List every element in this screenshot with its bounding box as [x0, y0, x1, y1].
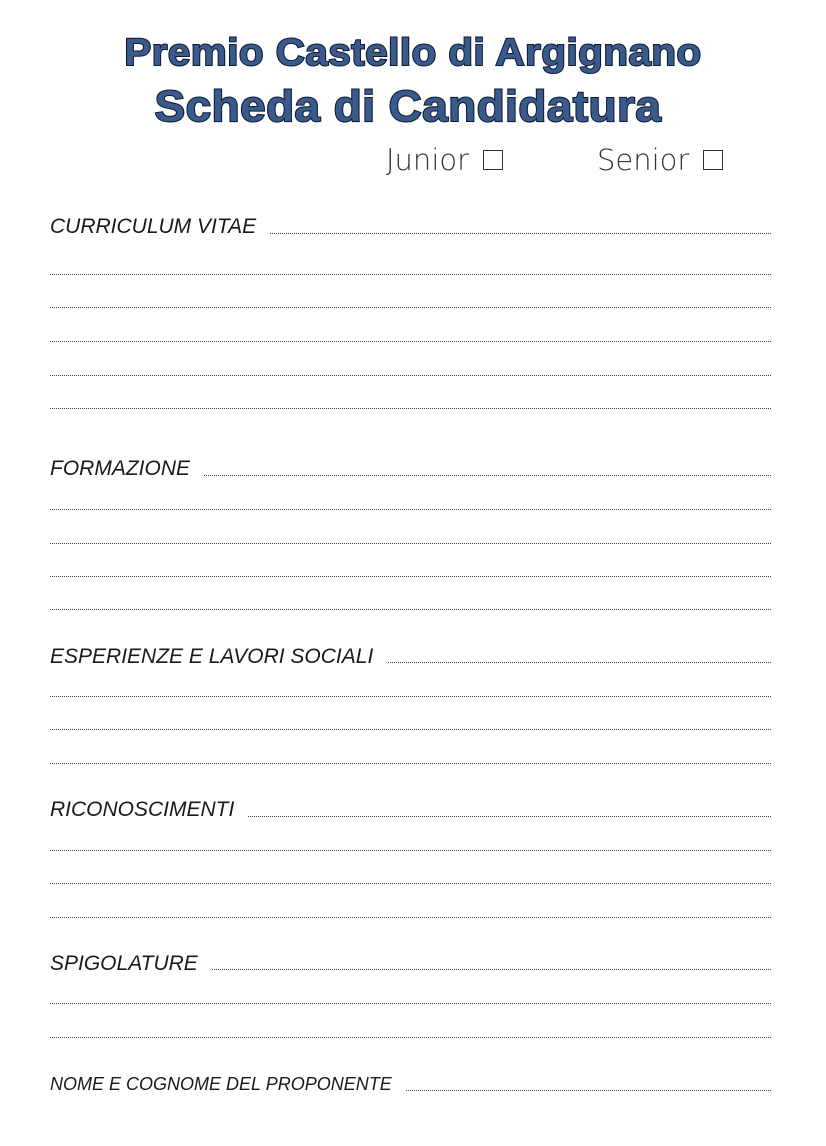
riconoscimenti-label: RICONOSCIMENTI [50, 798, 248, 822]
junior-option[interactable] [386, 143, 503, 177]
senior-checkbox[interactable] [703, 150, 723, 170]
curriculum-vitae-line[interactable] [50, 274, 771, 275]
curriculum-vitae-line[interactable] [50, 341, 771, 342]
riconoscimenti-line[interactable] [50, 917, 771, 918]
formazione-line[interactable] [50, 609, 771, 610]
riconoscimenti-line[interactable] [50, 883, 771, 884]
junior-label: Junior [386, 143, 470, 177]
formazione-line[interactable] [50, 543, 771, 544]
form-title: Premio Castello di Argignano [124, 32, 702, 74]
curriculum-vitae-line[interactable] [50, 375, 771, 376]
senior-option[interactable] [597, 143, 723, 177]
curriculum-vitae-line[interactable] [50, 307, 771, 308]
junior-checkbox[interactable] [483, 150, 503, 170]
formazione-label: FORMAZIONE [50, 457, 204, 481]
senior-label: Senior [597, 143, 690, 177]
esperienze-line[interactable] [50, 763, 771, 764]
formazione-line[interactable] [50, 509, 771, 510]
esperienze-line[interactable] [50, 696, 771, 697]
curriculum-vitae-line[interactable] [50, 408, 771, 409]
proponente-label: NOME E COGNOME DEL PROPONENTE [50, 1074, 406, 1095]
formazione-line[interactable] [50, 576, 771, 577]
spigolature-line[interactable] [50, 1037, 771, 1038]
spigolature-label: SPIGOLATURE [50, 952, 212, 976]
esperienze-line[interactable] [50, 729, 771, 730]
riconoscimenti-line[interactable] [50, 850, 771, 851]
curriculum-vitae-label: CURRICULUM VITAE [50, 215, 270, 239]
form-subtitle: Scheda di Candidatura [154, 82, 662, 131]
esperienze-label: ESPERIENZE E LAVORI SOCIALI [50, 645, 387, 669]
spigolature-line[interactable] [50, 1003, 771, 1004]
